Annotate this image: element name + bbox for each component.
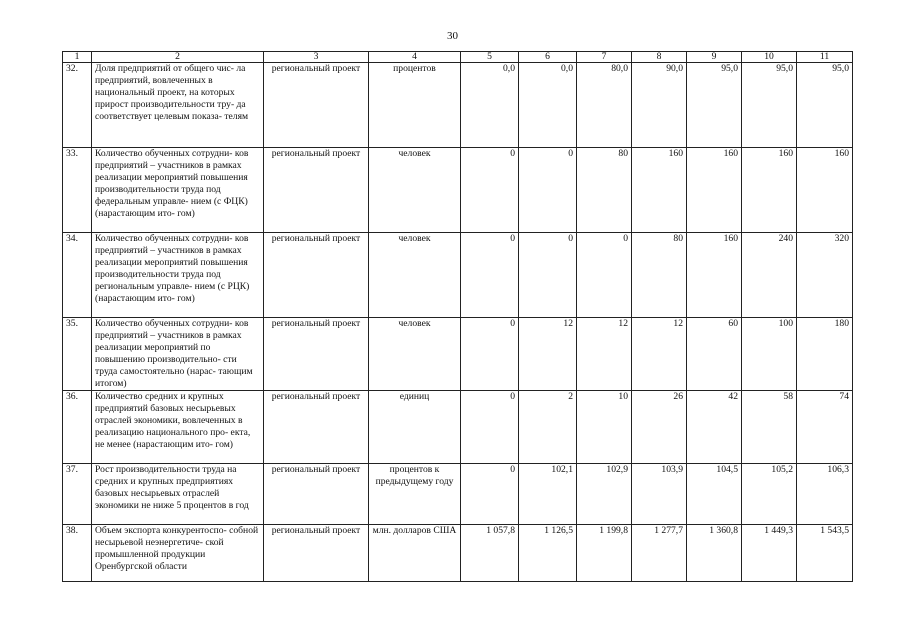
row-number: 32.: [63, 63, 92, 148]
value-col-8: 90,0: [632, 63, 687, 148]
value-col-11: 106,3: [797, 464, 853, 525]
value-col-9: 42: [687, 391, 742, 464]
value-col-5: 0: [461, 148, 519, 233]
indicator-name: Количество обученных сотрудни- ков предприятий – участников в рамках реализации мероприятий по повышению производительно- сти труда самостоятельно (нарас- тающим итогом): [92, 318, 264, 391]
header-cell: 9: [687, 52, 742, 63]
value-col-5: 1 057,8: [461, 525, 519, 582]
indicator-type: региональный проект: [264, 63, 369, 148]
page-number: 30: [447, 30, 458, 42]
table-row: [63, 233, 853, 318]
header-cell: 4: [369, 52, 461, 63]
indicator-name: Доля предприятий от общего чис- ла предприятий, вовлеченных в национальный проект, на которых прирост производительности тру- да соответствует целевым показа- телям: [92, 63, 264, 148]
row-number: 37.: [63, 464, 92, 525]
indicator-name: Рост производительности труда на средних и крупных предприятиях базовых несырьевых отраслей экономики не ниже 5 процентов в год: [92, 464, 264, 525]
value-col-6: 0,0: [519, 63, 577, 148]
value-col-10: 100: [742, 318, 797, 391]
value-col-5: 0: [461, 233, 519, 318]
value-col-10: 160: [742, 148, 797, 233]
value-col-9: 160: [687, 148, 742, 233]
value-col-7: 0: [577, 233, 632, 318]
value-col-10: 240: [742, 233, 797, 318]
indicator-unit: процентов: [369, 63, 461, 148]
value-col-6: 12: [519, 318, 577, 391]
value-col-9: 95,0: [687, 63, 742, 148]
indicator-type: региональный проект: [264, 391, 369, 464]
value-col-8: 12: [632, 318, 687, 391]
indicator-unit: млн. долларов США: [369, 525, 461, 582]
value-col-7: 102,9: [577, 464, 632, 525]
indicator-name: Количество обученных сотрудни- ков предприятий – участников в рамках реализации мероприятий повышения производительности труда под федеральным управле- нием (с ФЦК) (нарастающим ито- гом): [92, 148, 264, 233]
row-number: 33.: [63, 148, 92, 233]
value-col-10: 58: [742, 391, 797, 464]
value-col-7: 1 199,8: [577, 525, 632, 582]
value-col-8: 1 277,7: [632, 525, 687, 582]
indicator-unit: единиц: [369, 391, 461, 464]
value-col-10: 1 449,3: [742, 525, 797, 582]
indicator-type: региональный проект: [264, 233, 369, 318]
table-row: [63, 525, 853, 582]
value-col-10: 105,2: [742, 464, 797, 525]
row-number: 35.: [63, 318, 92, 391]
header-cell: 2: [92, 52, 264, 63]
value-col-9: 160: [687, 233, 742, 318]
table-row: [63, 63, 853, 148]
value-col-7: 12: [577, 318, 632, 391]
table-row: [63, 391, 853, 464]
indicators-table: [62, 51, 853, 582]
table-header-row: [63, 52, 853, 63]
header-cell: 3: [264, 52, 369, 63]
indicator-type: региональный проект: [264, 148, 369, 233]
table-row: [63, 464, 853, 525]
value-col-8: 26: [632, 391, 687, 464]
indicator-type: региональный проект: [264, 525, 369, 582]
indicator-unit: процентов к предыдущему году: [369, 464, 461, 525]
indicator-unit: человек: [369, 318, 461, 391]
table-row: [63, 318, 853, 391]
header-cell: 1: [63, 52, 92, 63]
indicator-name: Объем экспорта конкурентоспо- собной несырьевой неэнергетиче- ской промышленной продукции Оренбургской области: [92, 525, 264, 582]
value-col-5: 0,0: [461, 63, 519, 148]
indicator-name: Количество обученных сотрудни- ков предприятий – участников в рамках реализации мероприятий повышения производительности труда под региональным управле- нием (с РЦК) (нарастающим ито- гом): [92, 233, 264, 318]
value-col-11: 74: [797, 391, 853, 464]
indicator-unit: человек: [369, 233, 461, 318]
value-col-11: 180: [797, 318, 853, 391]
value-col-7: 80: [577, 148, 632, 233]
value-col-11: 95,0: [797, 63, 853, 148]
value-col-6: 2: [519, 391, 577, 464]
indicator-unit: человек: [369, 148, 461, 233]
value-col-6: 0: [519, 233, 577, 318]
row-number: 36.: [63, 391, 92, 464]
value-col-6: 1 126,5: [519, 525, 577, 582]
value-col-9: 1 360,8: [687, 525, 742, 582]
indicator-type: региональный проект: [264, 464, 369, 525]
value-col-5: 0: [461, 391, 519, 464]
value-col-10: 95,0: [742, 63, 797, 148]
table-row: [63, 148, 853, 233]
header-cell: 7: [577, 52, 632, 63]
header-cell: 6: [519, 52, 577, 63]
row-number: 34.: [63, 233, 92, 318]
value-col-6: 102,1: [519, 464, 577, 525]
indicator-name: Количество средних и крупных предприятий базовых несырьевых отраслей экономики, вовлеченных в реализацию национального про- екта, не менее (нарастающим ито- гом): [92, 391, 264, 464]
header-cell: 5: [461, 52, 519, 63]
value-col-11: 160: [797, 148, 853, 233]
row-number: 38.: [63, 525, 92, 582]
value-col-11: 320: [797, 233, 853, 318]
indicator-type: региональный проект: [264, 318, 369, 391]
value-col-8: 80: [632, 233, 687, 318]
value-col-7: 80,0: [577, 63, 632, 148]
value-col-8: 160: [632, 148, 687, 233]
value-col-7: 10: [577, 391, 632, 464]
value-col-5: 0: [461, 318, 519, 391]
header-cell: 8: [632, 52, 687, 63]
value-col-5: 0: [461, 464, 519, 525]
value-col-9: 60: [687, 318, 742, 391]
header-cell: 10: [742, 52, 797, 63]
value-col-8: 103,9: [632, 464, 687, 525]
value-col-6: 0: [519, 148, 577, 233]
value-col-11: 1 543,5: [797, 525, 853, 582]
header-cell: 11: [797, 52, 853, 63]
value-col-9: 104,5: [687, 464, 742, 525]
